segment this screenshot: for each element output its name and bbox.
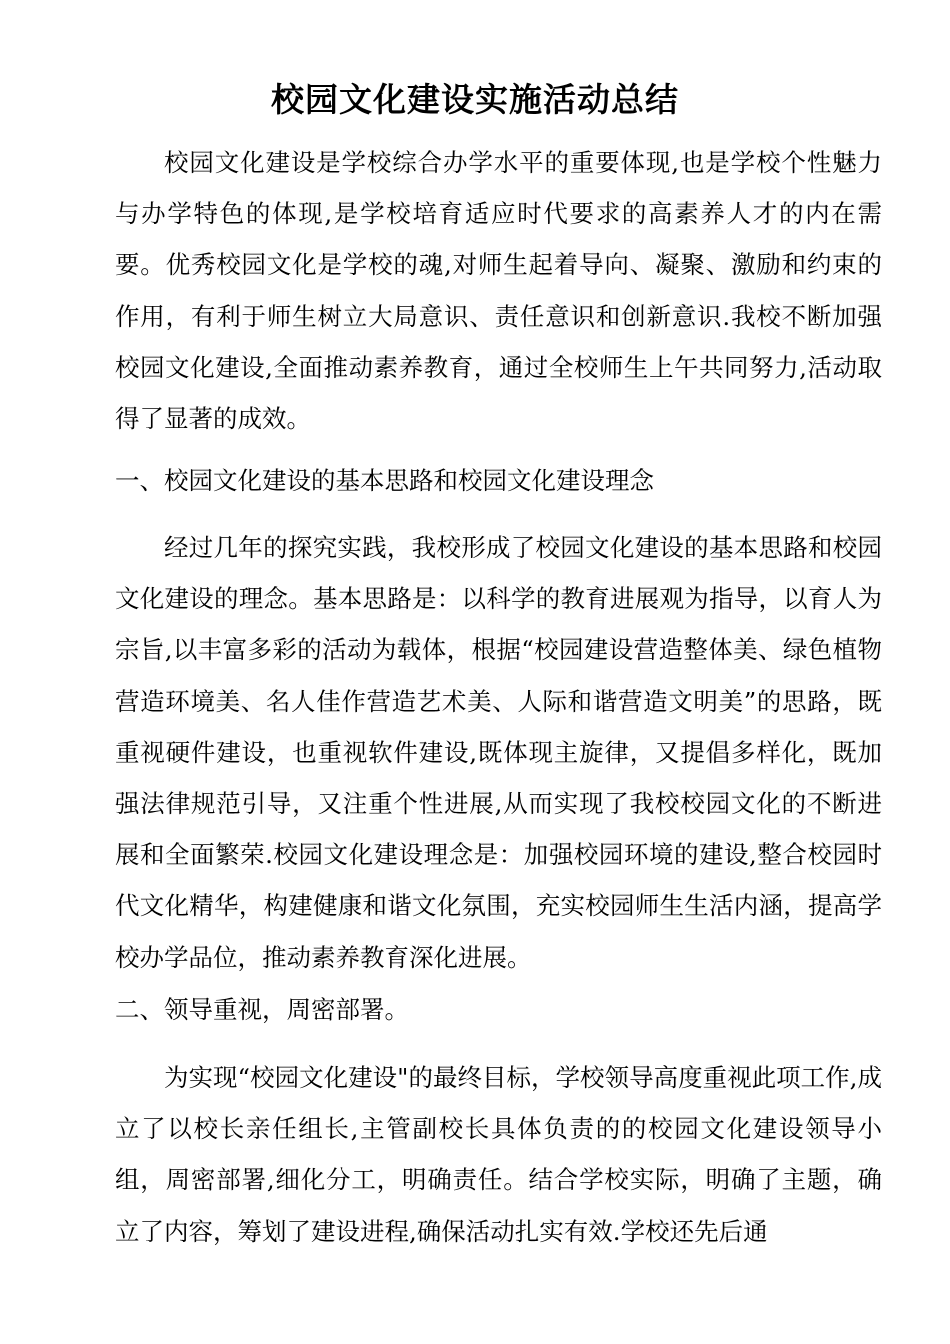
intro-paragraph: 校园文化建设是学校综合办学水平的重要体现,也是学校个性魅力与办学特色的体现,是学校培育适应时代要求的高素养人才的内在需要。优秀校园文化是学校的魂,对师生起着导向、凝聚、激励和约束的作用，有利于师生树立大局意识、责任意识和创新意识.我校不断加强校园文化建设,全面推动素养教育，通过全校师生上午共同努力,活动取得了显著的成效。 — [115, 148, 882, 434]
section-1-paragraph: 经过几年的探究实践，我校形成了校园文化建设的基本思路和校园文化建设的理念。基本思路是：以科学的教育进展观为指导，以育人为宗旨,以丰富多彩的活动为载体，根据“校园建设营造整体美、绿色植物营造环境美、名人佳作营造艺术美、人际和谐营造文明美”的思路，既重视硬件建设，也重视软件建设,既体现主旋律，又提倡多样化，既加强法律规范引导，又注重个性进展,从而实现了我校校园文化的不断进展和全面繁荣.校园文化建设理念是：加强校园环境的建设,整合校园时代文化精华，构建健康和谐文化氛围，充实校园师生生活内涵，提高学校办学品位，推动素养教育深化进展。 — [115, 533, 882, 972]
section-1-heading: 一、校园文化建设的基本思路和校园文化建设理念 — [115, 466, 654, 495]
section-2-paragraph: 为实现“校园文化建设"的最终目标，学校领导高度重视此项工作,成立了以校长亲任组长,主管副校长具体负责的的校园文化建设领导小组，周密部署,细化分工，明确责任。结合学校实际，明确了主题，确立了内容，筹划了建设进程,确保活动扎实有效.学校还先后通 — [115, 1063, 882, 1246]
section-2-heading: 二、领导重视，周密部署。 — [115, 995, 409, 1024]
document-title: 校园文化建设实施活动总结 — [271, 80, 679, 119]
